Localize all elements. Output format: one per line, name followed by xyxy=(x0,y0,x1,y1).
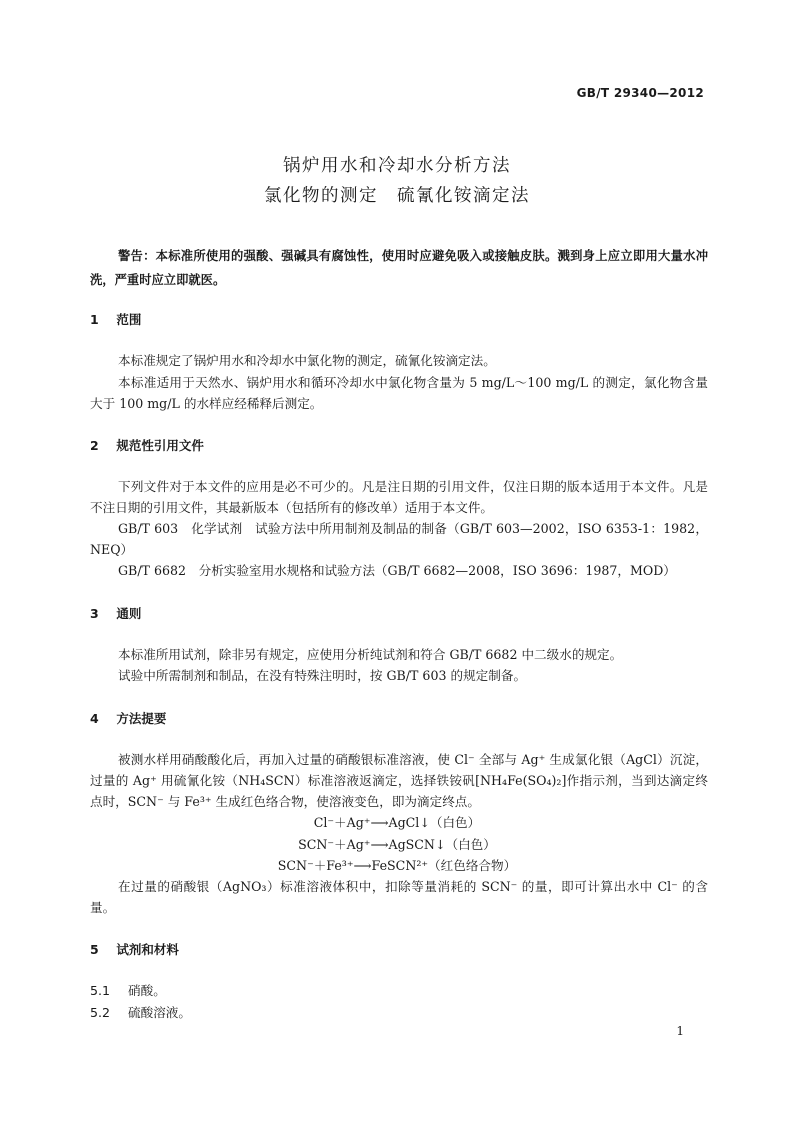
section-number: 3 xyxy=(90,606,99,621)
section-2-reference-2: GB/T 6682 分析实验室用水规格和试验方法（GB/T 6682—2008，ISO 3696：1987，MOD） xyxy=(118,563,676,578)
section-1-para-2: 本标准适用于天然水、锅炉用水和循环冷却水中氯化物含量为 5 mg/L～100 mg/L 的测定，氯化物含量大于 100 mg/L 的水样应经稀释后测定。 xyxy=(90,375,708,411)
section-title: 试剂和材料 xyxy=(116,942,179,957)
warning-paragraph: 警告：本标准所使用的强酸、强碱具有腐蚀性，使用时应避免吸入或接触皮肤。溅到身上应立即用大量水冲洗，严重时应立即就医。 xyxy=(90,249,708,287)
equation-1: Cl⁻＋Ag⁺⟶AgCl↓（白色） xyxy=(313,815,481,830)
section-title: 方法提要 xyxy=(116,711,167,726)
item-text: 硝酸。 xyxy=(128,983,166,998)
section-2-heading xyxy=(90,436,204,454)
section-3-heading xyxy=(90,604,141,622)
page-number: 1 xyxy=(676,1024,684,1038)
section-title: 通则 xyxy=(116,606,142,621)
item-5-2 xyxy=(90,1002,191,1021)
section-4-para-1: 被测水样用硝酸酸化后，再加入过量的硝酸银标准溶液，使 Cl⁻ 全部与 Ag⁺ 生成氯化银（AgCl）沉淀，过量的 Ag⁺ 用硫氰化铵（NH₄SCN）标准溶液返滴定，选择铁铵矾[NH₄Fe(SO₄)₂]作指示剂，当到达滴定终点时，SCN⁻ 与 Fe³⁺ 生成红色络合物，使溶液变色，即为滴定终点。 xyxy=(90,752,708,809)
item-5-1 xyxy=(90,980,166,999)
item-number: 5.2 xyxy=(90,1005,111,1020)
item-number: 5.1 xyxy=(90,983,111,998)
section-1-para-1: 本标准规定了锅炉用水和冷却水中氯化物的测定，硫氰化铵滴定法。 xyxy=(118,353,496,368)
section-3-para-2: 试验中所需制剂和制品，在没有特殊注明时，按 GB/T 603 的规定制备。 xyxy=(118,668,527,683)
document-title-line1: 锅炉用水和冷却水分析方法 xyxy=(283,156,511,176)
document-title-line2: 氯化物的测定 硫氰化铵滴定法 xyxy=(264,186,530,206)
section-2-reference-1: GB/T 603 化学试剂 试验方法中所用制剂及制品的制备（GB/T 603—2002，ISO 6353-1：1982，NEQ） xyxy=(90,521,708,557)
section-number: 2 xyxy=(90,438,99,453)
section-3-para-1: 本标准所用试剂，除非另有规定，应使用分析纯试剂和符合 GB/T 6682 中二级水的规定。 xyxy=(118,647,623,662)
equation-3: SCN⁻＋Fe³⁺⟶FeSCN²⁺（红色络合物） xyxy=(277,858,517,873)
section-title: 范围 xyxy=(116,312,142,327)
section-1-heading xyxy=(90,310,141,328)
section-4-para-2: 在过量的硝酸银（AgNO₃）标准溶液体积中，扣除等量消耗的 SCN⁻ 的量，即可计算出水中 Cl⁻ 的含量。 xyxy=(90,879,708,915)
section-4-heading xyxy=(90,709,166,727)
section-number: 4 xyxy=(90,711,99,726)
equation-2: SCN⁻＋Ag⁺⟶AgSCN↓（白色） xyxy=(298,837,496,852)
section-2-para-1: 下列文件对于本文件的应用是必不可少的。凡是注日期的引用文件，仅注日期的版本适用于本文件。凡是不注日期的引用文件，其最新版本（包括所有的修改单）适用于本文件。 xyxy=(90,479,708,515)
section-number: 5 xyxy=(90,942,99,957)
item-text: 硫酸溶液。 xyxy=(128,1005,191,1020)
standard-number: GB/T 29340—2012 xyxy=(576,86,704,100)
section-5-heading xyxy=(90,940,179,958)
section-number: 1 xyxy=(90,312,99,327)
section-title: 规范性引用文件 xyxy=(116,438,204,453)
